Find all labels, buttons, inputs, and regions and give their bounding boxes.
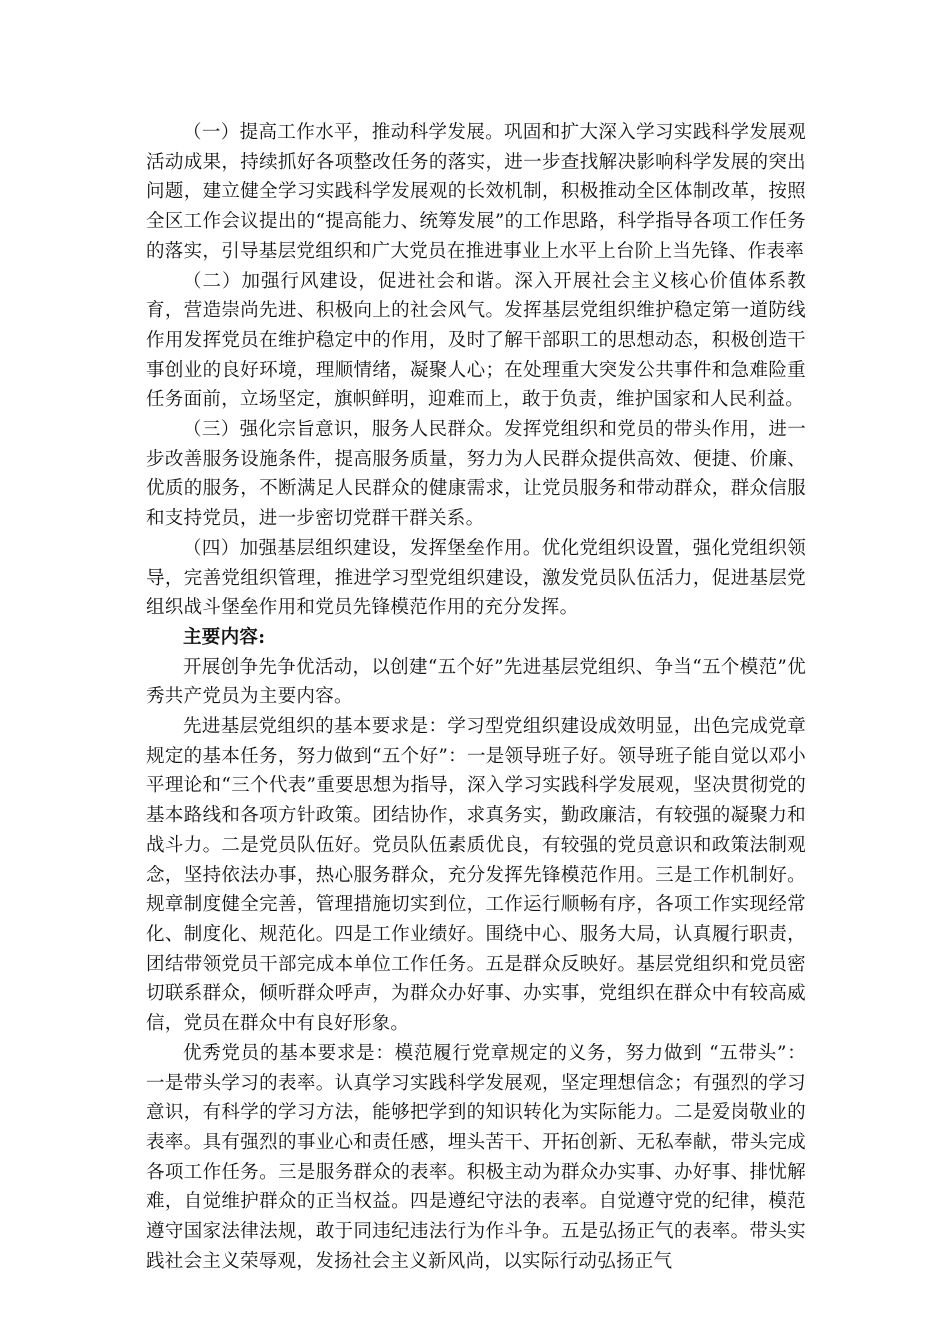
section-heading-main-content: 主要内容: <box>183 626 266 648</box>
paragraph-member-requirements: 优秀党员的基本要求是：模范履行党章规定的义务，努力做到 “五带头”：一是带头学习的表率。认真学习实践科学发展观，坚定理想信念；有强烈的学习意识，有科学的学习方法，能够把学到的知识转化为实际能力。二是爱岗敬业的表率。具有强烈的事业心和责任感，埋头苦干、开拓创新、无私奉献，带头完成各项工作任务。三是服务群众的表率。积极主动为群众办实事、办好事、排忧解难，自觉维护群众的正当权益。四是遵纪守法的表率。自觉遵守党的纪律，模范遵守国家法律法规，敢于同违纪违法行为作斗争。五是弘扬正气的表率。带头实践社会主义荣辱观，发扬社会主义新风尚，以实际行动弘扬正气 <box>146 1042 806 1272</box>
paragraph-goal-3: （三）强化宗旨意识，服务人民群众。发挥党组织和党员的带头作用，进一步改善服务设施条件，提高服务质量，努力为人民群众提供高效、便捷、价廉、优质的服务，不断满足人民群众的健康需求，让党员服务和带动群众，群众信服和支持党员，进一步密切党群干群关系。 <box>146 419 806 530</box>
document-body <box>146 118 806 1276</box>
paragraph-party-org-requirements: 先进基层党组织的基本要求是：学习型党组织建设成效明显，出色完成党章规定的基本任务，努力做到“五个好”：一是领导班子好。领导班子能自觉以邓小平理论和“三个代表”重要思想为指导，深入学习实践科学发展观，坚决贯彻党的基本路线和各项方针政策。团结协作，求真务实，勤政廉洁，有较强的凝聚力和战斗力。二是党员队伍好。党员队伍素质优良，有较强的党员意识和政策法制观念，坚持依法办事，热心服务群众，充分发挥先锋模范作用。三是工作机制好。规章制度健全完善，管理措施切实到位，工作运行顺畅有序，各项工作实现经常化、制度化、规范化。四是工作业绩好。围绕中心、服务大局，认真履行职责，团结带领党员干部完成本单位工作任务。五是群众反映好。基层党组织和党员密切联系群众，倾听群众呼声，为群众办好事、办实事，党组织在群众中有较高威信，党员在群众中有良好形象。 <box>146 716 806 1035</box>
paragraph-goal-2: （二）加强行风建设，促进社会和谐。深入开展社会主义核心价值体系教育，营造崇尚先进、积极向上的社会风气。发挥基层党组织维护稳定第一道防线作用发挥党员在维护稳定中的作用，及时了解干部职工的思想动态，积极创造干事创业的良好环境，理顺情绪，凝聚人心；在处理重大突发公共事件和急难险重任务面前，立场坚定，旗帜鲜明，迎难而上，敢于负责，维护国家和人民利益。 <box>146 270 806 411</box>
paragraph-goal-4: （四）加强基层组织建设，发挥堡垒作用。优化党组织设置，强化党组织领导，完善党组织管理，推进学习型党组织建设，激发党员队伍活力，促进基层党组织战斗堡垒作用和党员先锋模范作用的充分发挥。 <box>146 537 806 619</box>
paragraph-goal-1: （一）提高工作水平，推动科学发展。巩固和扩大深入学习实践科学发展观活动成果，持续抓好各项整改任务的落实，进一步查找解决影响科学发展的突出问题，建立健全学习实践科学发展观的长效机制，积极推动全区体制改革，按照全区工作会议提出的“提高能力、统筹发展”的工作思路，科学指导各项工作任务的落实，引导基层党组织和广大党员在推进事业上水平上台阶上当先锋、作表率 <box>146 122 806 262</box>
paragraph-content-intro: 开展创争先争优活动，以创建“五个好”先进基层党组织、争当“五个模范”优秀共产党员为主要内容。 <box>146 656 806 708</box>
